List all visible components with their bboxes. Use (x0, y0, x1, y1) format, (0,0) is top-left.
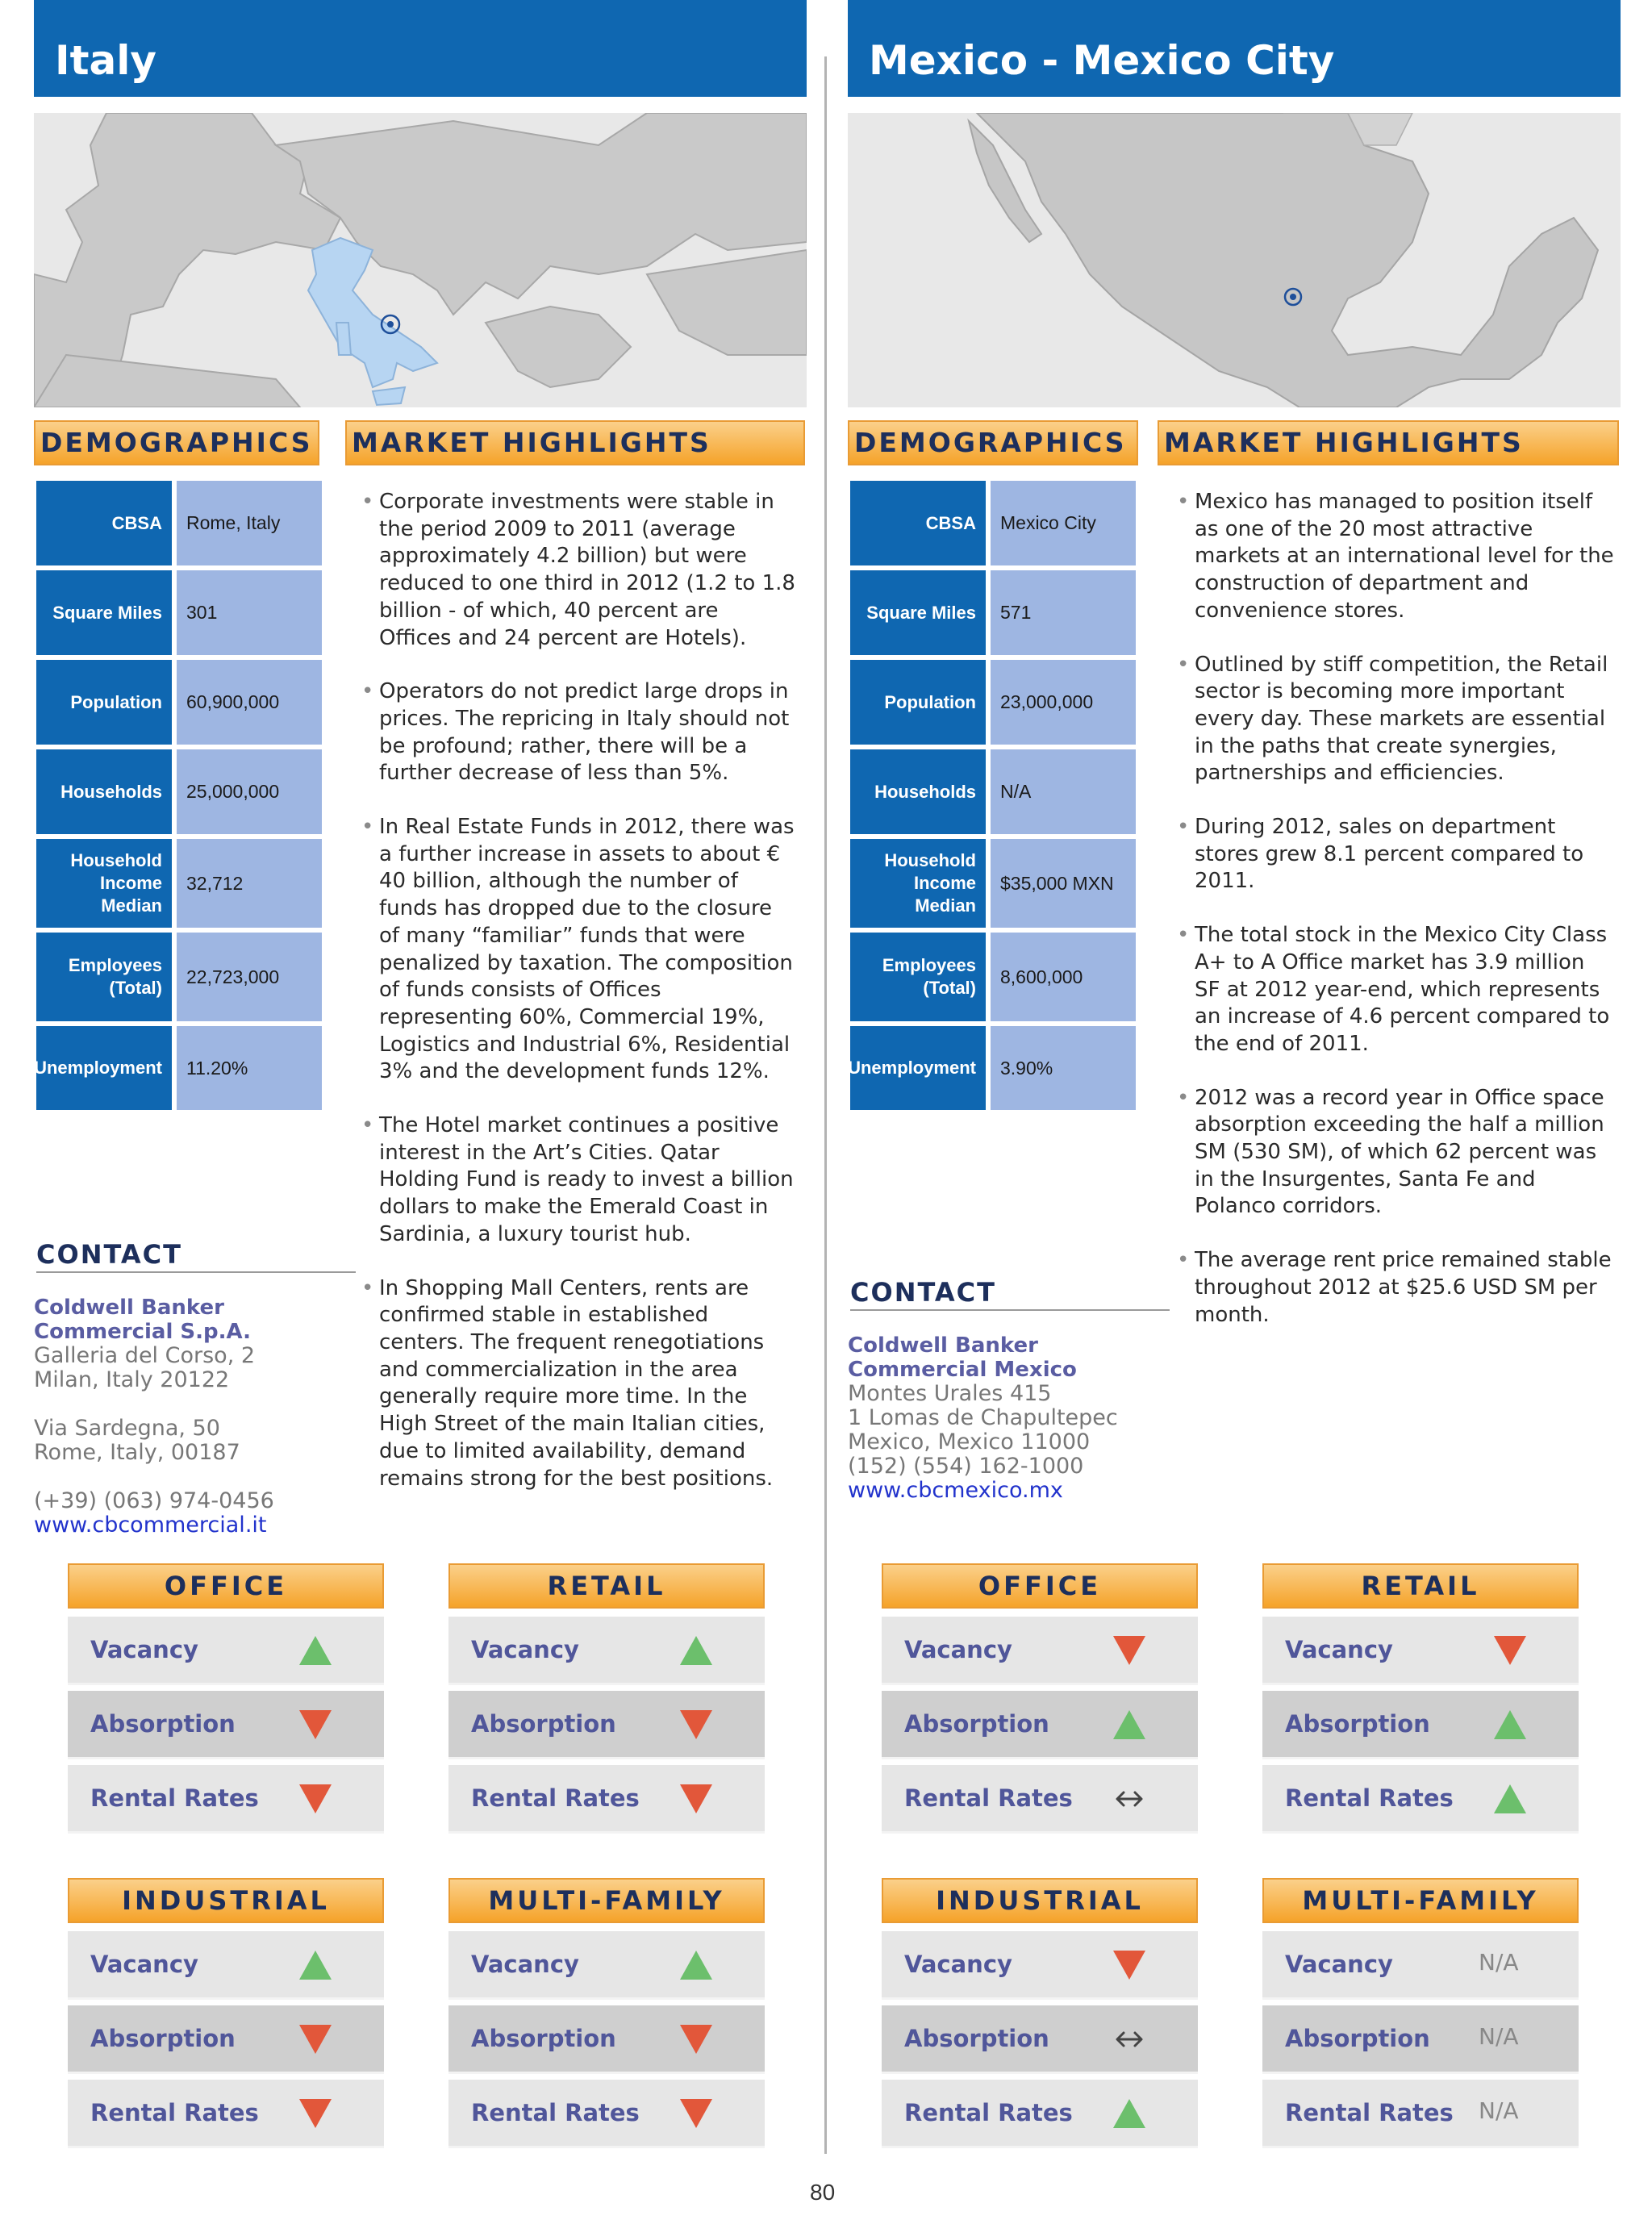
demographics-value: Mexico City (991, 481, 1136, 565)
demographics-table (850, 481, 1137, 1115)
contact-address: Via Sardegna, 50 (34, 1416, 220, 1441)
page-title-mexico: Mexico - Mexico City (848, 0, 1621, 97)
demographics-row (36, 839, 323, 928)
demographics-label: Households (850, 749, 986, 834)
trend-down-icon (298, 2023, 333, 2055)
highlight-item: • Outlined by stiff competition, the Retail sector is becoming more important every day. These markets are essential in the paths that create synergies, partnerships and efficiencies. (1175, 652, 1616, 788)
demographics-label: Household Income Median (36, 839, 172, 928)
row-label: Vacancy (1285, 1636, 1393, 1663)
table-row (882, 1617, 1198, 1683)
contact-address: Galleria del Corso, 2 (34, 1343, 256, 1368)
table-row (1262, 2080, 1579, 2146)
demographics-row (36, 660, 323, 745)
demographics-row (36, 1026, 323, 1110)
demographics-row (850, 481, 1137, 565)
highlight-item: • The Hotel market continues a positive interest in the Art’s Cities. Qatar Holding Fund is ready to invest a billion dollars to make the Emerald Coast in Sardinia, a luxury tourist hub. (360, 1112, 795, 1249)
office-table (68, 1563, 384, 1831)
row-label: Absorption (90, 2025, 236, 2052)
table-row (882, 1765, 1198, 1831)
demographics-row (850, 933, 1137, 1021)
industrial-table (882, 1878, 1198, 2146)
italy-map (34, 113, 807, 407)
trend-down-icon (678, 2023, 714, 2055)
table-row (448, 1765, 765, 1831)
table-row (882, 1691, 1198, 1757)
table-header: MULTI-FAMILY (1262, 1878, 1579, 1923)
demographics-label: Household Income Median (850, 839, 986, 928)
trend-up-icon (1112, 2097, 1147, 2130)
table-row (68, 1931, 384, 1997)
row-label: Vacancy (904, 1951, 1012, 1978)
row-label: Absorption (1285, 1710, 1430, 1738)
na-value: N/A (1479, 2097, 1519, 2124)
mexico-map (848, 113, 1621, 407)
demographics-row (36, 749, 323, 834)
row-label: Vacancy (90, 1636, 198, 1663)
industrial-table (68, 1878, 384, 2146)
table-row (448, 1931, 765, 1997)
market-highlights-header: MARKET HIGHLIGHTS (1158, 420, 1619, 465)
na-value: N/A (1479, 1949, 1519, 1976)
trend-up-icon (678, 1634, 714, 1667)
trend-flat-icon (1112, 1783, 1147, 1815)
table-row (882, 2080, 1198, 2146)
row-label: Rental Rates (471, 2099, 640, 2126)
demographics-value: 60,900,000 (177, 660, 322, 745)
row-label: Rental Rates (1285, 1784, 1454, 1812)
row-label: Rental Rates (1285, 2099, 1454, 2126)
page-title-italy: Italy (34, 0, 807, 97)
demographics-label: Households (36, 749, 172, 834)
row-label: Rental Rates (904, 2099, 1073, 2126)
demographics-header: DEMOGRAPHICS (848, 420, 1138, 465)
demographics-label: Population (36, 660, 172, 745)
table-row (68, 1617, 384, 1683)
trend-down-icon (1492, 1634, 1528, 1667)
table-header: MULTI-FAMILY (448, 1878, 765, 1923)
contact-company: Coldwell Banker Commercial S.p.A. (34, 1296, 251, 1344)
demographics-value: 32,712 (177, 839, 322, 928)
row-label: Absorption (904, 2025, 1049, 2052)
trend-down-icon (298, 1709, 333, 1741)
table-row (1262, 1617, 1579, 1683)
table-row (68, 2005, 384, 2072)
row-label: Absorption (1285, 2025, 1430, 2052)
demographics-row (850, 839, 1137, 928)
trend-down-icon (678, 1783, 714, 1815)
row-label: Absorption (90, 1710, 236, 1738)
highlight-item: • 2012 was a record year in Office space absorption exceeding the half a million SM (530 SM), of which 62 percent was in the Insurgentes, Santa Fe and Polanco corridors. (1175, 1085, 1616, 1221)
contact-website-link[interactable]: www.cbcmexico.mx (848, 1478, 1063, 1503)
row-label: Rental Rates (471, 1784, 640, 1812)
multi-family-table (1262, 1878, 1579, 2146)
demographics-label: Square Miles (36, 570, 172, 655)
table-header: RETAIL (448, 1563, 765, 1609)
demographics-table (36, 481, 323, 1115)
contact-address: Rome, Italy, 00187 (34, 1440, 240, 1465)
contact-phone: (+39) (063) 974-0456 (34, 1488, 274, 1513)
demographics-value: 8,600,000 (991, 933, 1136, 1021)
row-label: Absorption (471, 1710, 616, 1738)
row-label: Absorption (471, 2025, 616, 2052)
row-label: Rental Rates (90, 1784, 259, 1812)
na-value: N/A (1479, 2023, 1519, 2050)
contact-header: CONTACT (36, 1239, 356, 1273)
trend-up-icon (298, 1949, 333, 1981)
demographics-value: Rome, Italy (177, 481, 322, 565)
demographics-row (850, 660, 1137, 745)
table-row (882, 1931, 1198, 1997)
table-row (448, 2080, 765, 2146)
italy-column (34, 0, 807, 2220)
demographics-row (36, 570, 323, 655)
row-label: Vacancy (90, 1951, 198, 1978)
demographics-row (850, 570, 1137, 655)
demographics-label: Population (850, 660, 986, 745)
contact-address: Montes Urales 415 (848, 1381, 1052, 1406)
table-row (1262, 1765, 1579, 1831)
table-row (68, 1691, 384, 1757)
demographics-label: CBSA (850, 481, 986, 565)
row-label: Vacancy (1285, 1951, 1393, 1978)
demographics-value: 22,723,000 (177, 933, 322, 1021)
contact-block (34, 1296, 357, 1538)
mexico-column (848, 0, 1621, 2220)
demographics-label: Employees (Total) (850, 933, 986, 1021)
demographics-value: 11.20% (177, 1026, 322, 1110)
trend-down-icon (678, 1709, 714, 1741)
demographics-value: 571 (991, 570, 1136, 655)
demographics-value: 23,000,000 (991, 660, 1136, 745)
demographics-row (850, 749, 1137, 834)
highlight-item: • Corporate investments were stable in the period 2009 to 2011 (average approximately 4.2 billion) but were reduced to one third in 2012 (1.2 to 1.8 billion - of which, 40 percent are Offices and 24 percent are Hotels). (360, 489, 795, 652)
contact-header: CONTACT (850, 1277, 1170, 1311)
table-row (448, 1691, 765, 1757)
table-header: OFFICE (68, 1563, 384, 1609)
demographics-value: 301 (177, 570, 322, 655)
demographics-label: Square Miles (850, 570, 986, 655)
highlight-item: • In Shopping Mall Centers, rents are confirmed stable in established centers. The frequent renegotiations and commercialization in the area generally require more time. In the High Street of the main Italian cities, due to limited availability, demand remains strong for the best positions. (360, 1275, 795, 1493)
demographics-label: Unemployment (850, 1026, 986, 1110)
table-row (882, 2005, 1198, 2072)
table-row (1262, 2005, 1579, 2072)
trend-up-icon (1492, 1783, 1528, 1815)
contact-block (848, 1333, 1170, 1503)
highlight-item: • The average rent price remained stable throughout 2012 at $25.6 USD SM per month. (1175, 1247, 1616, 1329)
trend-up-icon (298, 1634, 333, 1667)
market-highlights-list (360, 489, 795, 1519)
market-highlights-header: MARKET HIGHLIGHTS (345, 420, 805, 465)
trend-flat-icon (1112, 2023, 1147, 2055)
contact-address: Milan, Italy 20122 (34, 1367, 230, 1392)
row-label: Rental Rates (90, 2099, 259, 2126)
highlight-item: • The total stock in the Mexico City Class A+ to A Office market has 3.9 million SF at 2012 year-end, which represents an increase of 4.6 percent compared to the end of 2011. (1175, 922, 1616, 1058)
table-row (448, 2005, 765, 2072)
table-header: INDUSTRIAL (882, 1878, 1198, 1923)
row-label: Rental Rates (904, 1784, 1073, 1812)
table-header: OFFICE (882, 1563, 1198, 1609)
highlight-item: • In Real Estate Funds in 2012, there was a further increase in assets to about € 40 billion, although the number of funds has dropped due to the closure of many “familiar” funds that were penalized by taxation. The composition of funds consists of Offices representing 60%, Commercial 19%, Logistics and Industrial 6%, Residential 3% and the development funds 12%. (360, 814, 795, 1086)
table-header: INDUSTRIAL (68, 1878, 384, 1923)
demographics-value: $35,000 MXN (991, 839, 1136, 928)
multi-family-table (448, 1878, 765, 2146)
contact-address: 1 Lomas de Chapultepec (848, 1405, 1118, 1430)
trend-down-icon (298, 1783, 333, 1815)
contact-phone: (152) (554) 162-1000 (848, 1454, 1084, 1479)
row-label: Absorption (904, 1710, 1049, 1738)
demographics-value: 25,000,000 (177, 749, 322, 834)
page-number: 80 (810, 2180, 836, 2205)
demographics-label: Unemployment (36, 1026, 172, 1110)
contact-address: Mexico, Mexico 11000 (848, 1429, 1091, 1454)
demographics-row (850, 1026, 1137, 1110)
table-row (448, 1617, 765, 1683)
contact-company: Coldwell Banker Commercial Mexico (848, 1333, 1077, 1382)
demographics-label: CBSA (36, 481, 172, 565)
table-row (1262, 1931, 1579, 1997)
trend-up-icon (1492, 1709, 1528, 1741)
table-header: RETAIL (1262, 1563, 1579, 1609)
demographics-value: N/A (991, 749, 1136, 834)
demographics-header: DEMOGRAPHICS (34, 420, 319, 465)
trend-up-icon (1112, 1709, 1147, 1741)
retail-table (448, 1563, 765, 1831)
row-label: Vacancy (471, 1636, 579, 1663)
demographics-value: 3.90% (991, 1026, 1136, 1110)
demographics-label: Employees (Total) (36, 933, 172, 1021)
demographics-row (36, 933, 323, 1021)
table-row (1262, 1691, 1579, 1757)
office-table (882, 1563, 1198, 1831)
column-divider (824, 56, 827, 2154)
row-label: Vacancy (471, 1951, 579, 1978)
demographics-row (36, 481, 323, 565)
highlight-item: • Operators do not predict large drops in prices. The repricing in Italy should not be profound; rather, there will be a further decrease of less than 5%. (360, 678, 795, 787)
highlight-item: • Mexico has managed to position itself as one of the 20 most attractive markets at an international level for the construction of department and convenience stores. (1175, 489, 1616, 625)
highlight-item: • During 2012, sales on department stores grew 8.1 percent compared to 2011. (1175, 814, 1616, 895)
retail-table (1262, 1563, 1579, 1831)
row-label: Vacancy (904, 1636, 1012, 1663)
trend-down-icon (678, 2097, 714, 2130)
table-row (68, 2080, 384, 2146)
trend-down-icon (1112, 1949, 1147, 1981)
table-row (68, 1765, 384, 1831)
trend-down-icon (298, 2097, 333, 2130)
market-highlights-list (1175, 489, 1616, 1355)
trend-up-icon (678, 1949, 714, 1981)
trend-down-icon (1112, 1634, 1147, 1667)
contact-website-link[interactable]: www.cbcommercial.it (34, 1513, 267, 1538)
